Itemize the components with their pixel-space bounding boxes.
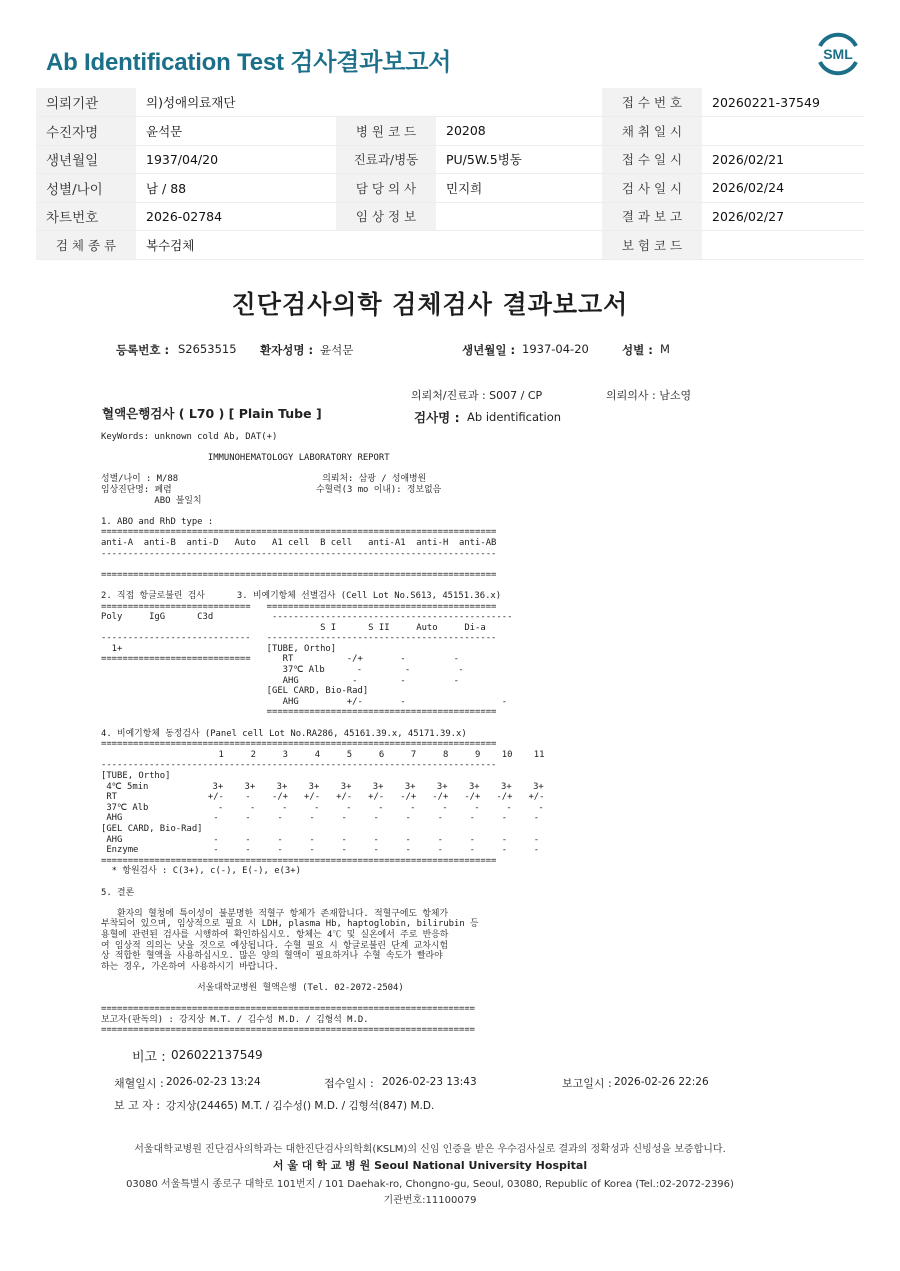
birth-label: 생년월일 : [462,343,516,357]
reg-value: S2653515 [178,342,237,356]
cell-value-result-report: 2026/02/27 [702,202,864,231]
cell-value-test-time: 2026/02/24 [702,174,864,203]
cell-empty [436,231,602,260]
cell-label-patient-name: 수진자명 [36,117,136,146]
cell-label-clinical-info: 임 상 정 보 [336,202,436,231]
cell-label-test-time: 검 사 일 시 [602,174,702,203]
receive-label: 접수일시 : [324,1077,374,1090]
name-value: 윤석문 [320,343,354,357]
cell-label-collection-time: 채 취 일 시 [602,117,702,146]
name-label: 환자성명 : [260,343,314,357]
report-title: 진단검사의학 검체검사 결과보고서 [231,290,629,319]
cell-value-department: PU/5W.5병동 [436,145,602,174]
footer-certification: 서울대학교병원 진단검사의학과는 대한진단검사의학회(KSLM)의 신임 인증을 받은 우수검사실로 결과의 정확성과 신빙성을 보증합니다. [134,1144,726,1155]
report-time-value: 2026-02-26 22:26 [614,1076,709,1088]
cell-value-chart-number: 2026-02784 [136,202,336,231]
logo-text: SML [823,46,853,62]
cell-value-sex-age: 남 / 88 [136,174,336,203]
cell-label-department: 진료과/병동 [336,145,436,174]
collect-label: 채혈일시 : [114,1077,164,1090]
reporter-label: 보 고 자 : [114,1099,161,1112]
cell-label-institution: 의뢰기관 [36,88,136,117]
cell-label-specimen-type: 검 체 종 류 [36,231,136,260]
lab-report-body: KeyWords: unknown cold Ab, DAT(+) IMMUNOHEMATOLOGY LABORATORY REPORT 성별/나이 : M/88 의뢰처: 삼광 / 성애병원 임상진단명: 폐렴 수혈력(3 mo 이내): 정보없음 ABO 불일치 1. ABO and RhD type : ========================================================================== anti-A anti-B anti-D Auto A1 cell B cell anti-A1 anti-H anti-AB -------------------------------------------------------------------------- ========================================================================== 2. 직접 항글로불린 검사 3. 비예기항체 선별검사 (Cell Lot No.S613, 45151.36.x) ============================ =========================================== Poly IgG C3d --------------------------------------------- S I S II Auto Di-a ---------------------------- ------------------------------------------- 1+ [TUBE, Ortho] ============================ RT -/+ - - 37℃ Alb - - - AHG - - - [GEL CARD, Bio-Rad] AHG +/- - - =========================================== 4. 비예기항체 동정검사 (Panel cell Lot No.RA286, 45161.39.x, 45171.39.x) ========================================================================== 1 2 3 4 5 6 7 8 9 10 11 -------------------------------------------------------------------------- [TUBE, Ortho] 4℃ 5min 3+ 3+ 3+ 3+ 3+ 3+ 3+ 3+ 3+ 3+ 3+ RT +/- - -/+ +/- +/- +/- -/+ -/+ -/+ -/+ +/- 37℃ Alb - - - - - - - - - - - AHG - - - - - - - - - - - [GEL CARD, Bio-Rad] AHG - - - - - - - - - - - Enzyme - - - - - - - - - - - ========================================================================== * 항원검사 : C(3+), c(-), E(-), e(3+) 5. 결론 환자의 혈청에 특이성이 불분명한 적혈구 항체가 존재합니다. 적혈구에도 항체가 부착되어 있으며, 임상적으로 필요 시 LDH, plasma Hb, haptoglobin, bilirubin 등 용혈에 관련된 검사를 시행하여 확인하십시오. 항체는 4℃ 및 실온에서 주로 반응하 여 임상적 의의는 낮을 것으로 예상됩니다. 수혈 필요 시 항글로불린 단계 교차시험 상 적합한 혈액을 사용하십시오. 많은 양의 혈액이 필요하거나 수혈 속도가 빨라야 하는 경우, 가온하여 사용하시기 바랍니다. 서울대학교병원 혈액은행 (Tel. 02-2072-2504) ====================================================================== 보고자(판독의) : 강지상 M.T. / 김수성 M.D. / 김형석 M.D. ====================================================================== [101,432,545,1036]
reg-label: 등록번호 : [116,343,170,357]
birth-value: 1937-04-20 [522,342,589,356]
cell-label-insurance-code: 보 험 코 드 [602,231,702,260]
cell-label-sex-age: 성별/나이 [36,174,136,203]
cell-empty [436,88,602,117]
cell-label-hospital-code: 병 원 코 드 [336,117,436,146]
referral-doctor: 의뢰의사 : 남소영 [606,389,692,402]
collect-value: 2026-02-23 13:24 [166,1076,261,1088]
info-row [36,145,864,174]
referral-dept: 의뢰처/진료과 : S007 / CP [411,389,543,402]
info-row [36,231,864,260]
cell-value-patient-name: 윤석문 [136,117,336,146]
info-row [36,88,864,117]
patient-info-table [36,88,864,260]
cell-label-chart-number: 차트번호 [36,202,136,231]
footer-institution-code: 기관번호:11100079 [383,1195,477,1206]
sex-label: 성별 : [622,343,653,357]
cell-value-collection-time [702,117,864,146]
footer-hospital-name: 서 울 대 학 교 병 원 Seoul National University Hospital [272,1159,588,1172]
info-row [36,202,864,231]
cell-label-doctor: 담 당 의 사 [336,174,436,203]
cell-value-accession: 20260221-37549 [702,88,864,117]
cell-label-accession: 접 수 번 호 [602,88,702,117]
footer-address: 03080 서울특별시 종로구 대학로 101번지 / 101 Daehak-ro, Chongno-gu, Seoul, 03080, Republic of Korea (Tel.:02-2072-2396) [126,1179,734,1190]
cell-value-doctor: 민지희 [436,174,602,203]
sml-logo [812,28,864,80]
cell-value-institution: 의)성애의료재단 [136,88,336,117]
report-time-label: 보고일시 : [562,1077,612,1090]
cell-value-birthdate: 1937/04/20 [136,145,336,174]
cell-label-birthdate: 생년월일 [36,145,136,174]
receive-value: 2026-02-23 13:43 [382,1076,477,1088]
cell-value-insurance-code [702,231,864,260]
note-value: 026022137549 [171,1048,263,1062]
cell-value-clinical-info [436,202,602,231]
page-title: Ab Identification Test 검사결과보고서 [46,49,452,76]
cell-value-receipt-time: 2026/02/21 [702,145,864,174]
reporter-value: 강지상(24465) M.T. / 김수성() M.D. / 김형석(847) M.D. [166,1100,435,1112]
cell-label-result-report: 결 과 보 고 [602,202,702,231]
note-label: 비고 : [132,1050,166,1065]
test-name-value: Ab identification [467,410,562,424]
cell-label-receipt-time: 접 수 일 시 [602,145,702,174]
sex-value: M [660,342,670,356]
info-row [36,174,864,203]
cell-empty [336,88,436,117]
cell-value-specimen-type: 복수검체 [136,231,336,260]
cell-value-hospital-code: 20208 [436,117,602,146]
test-name-label: 검사명 : [414,410,460,425]
test-title: 혈액은행검사 ( L70 ) [ Plain Tube ] [102,406,322,421]
cell-empty [336,231,436,260]
info-row [36,117,864,146]
